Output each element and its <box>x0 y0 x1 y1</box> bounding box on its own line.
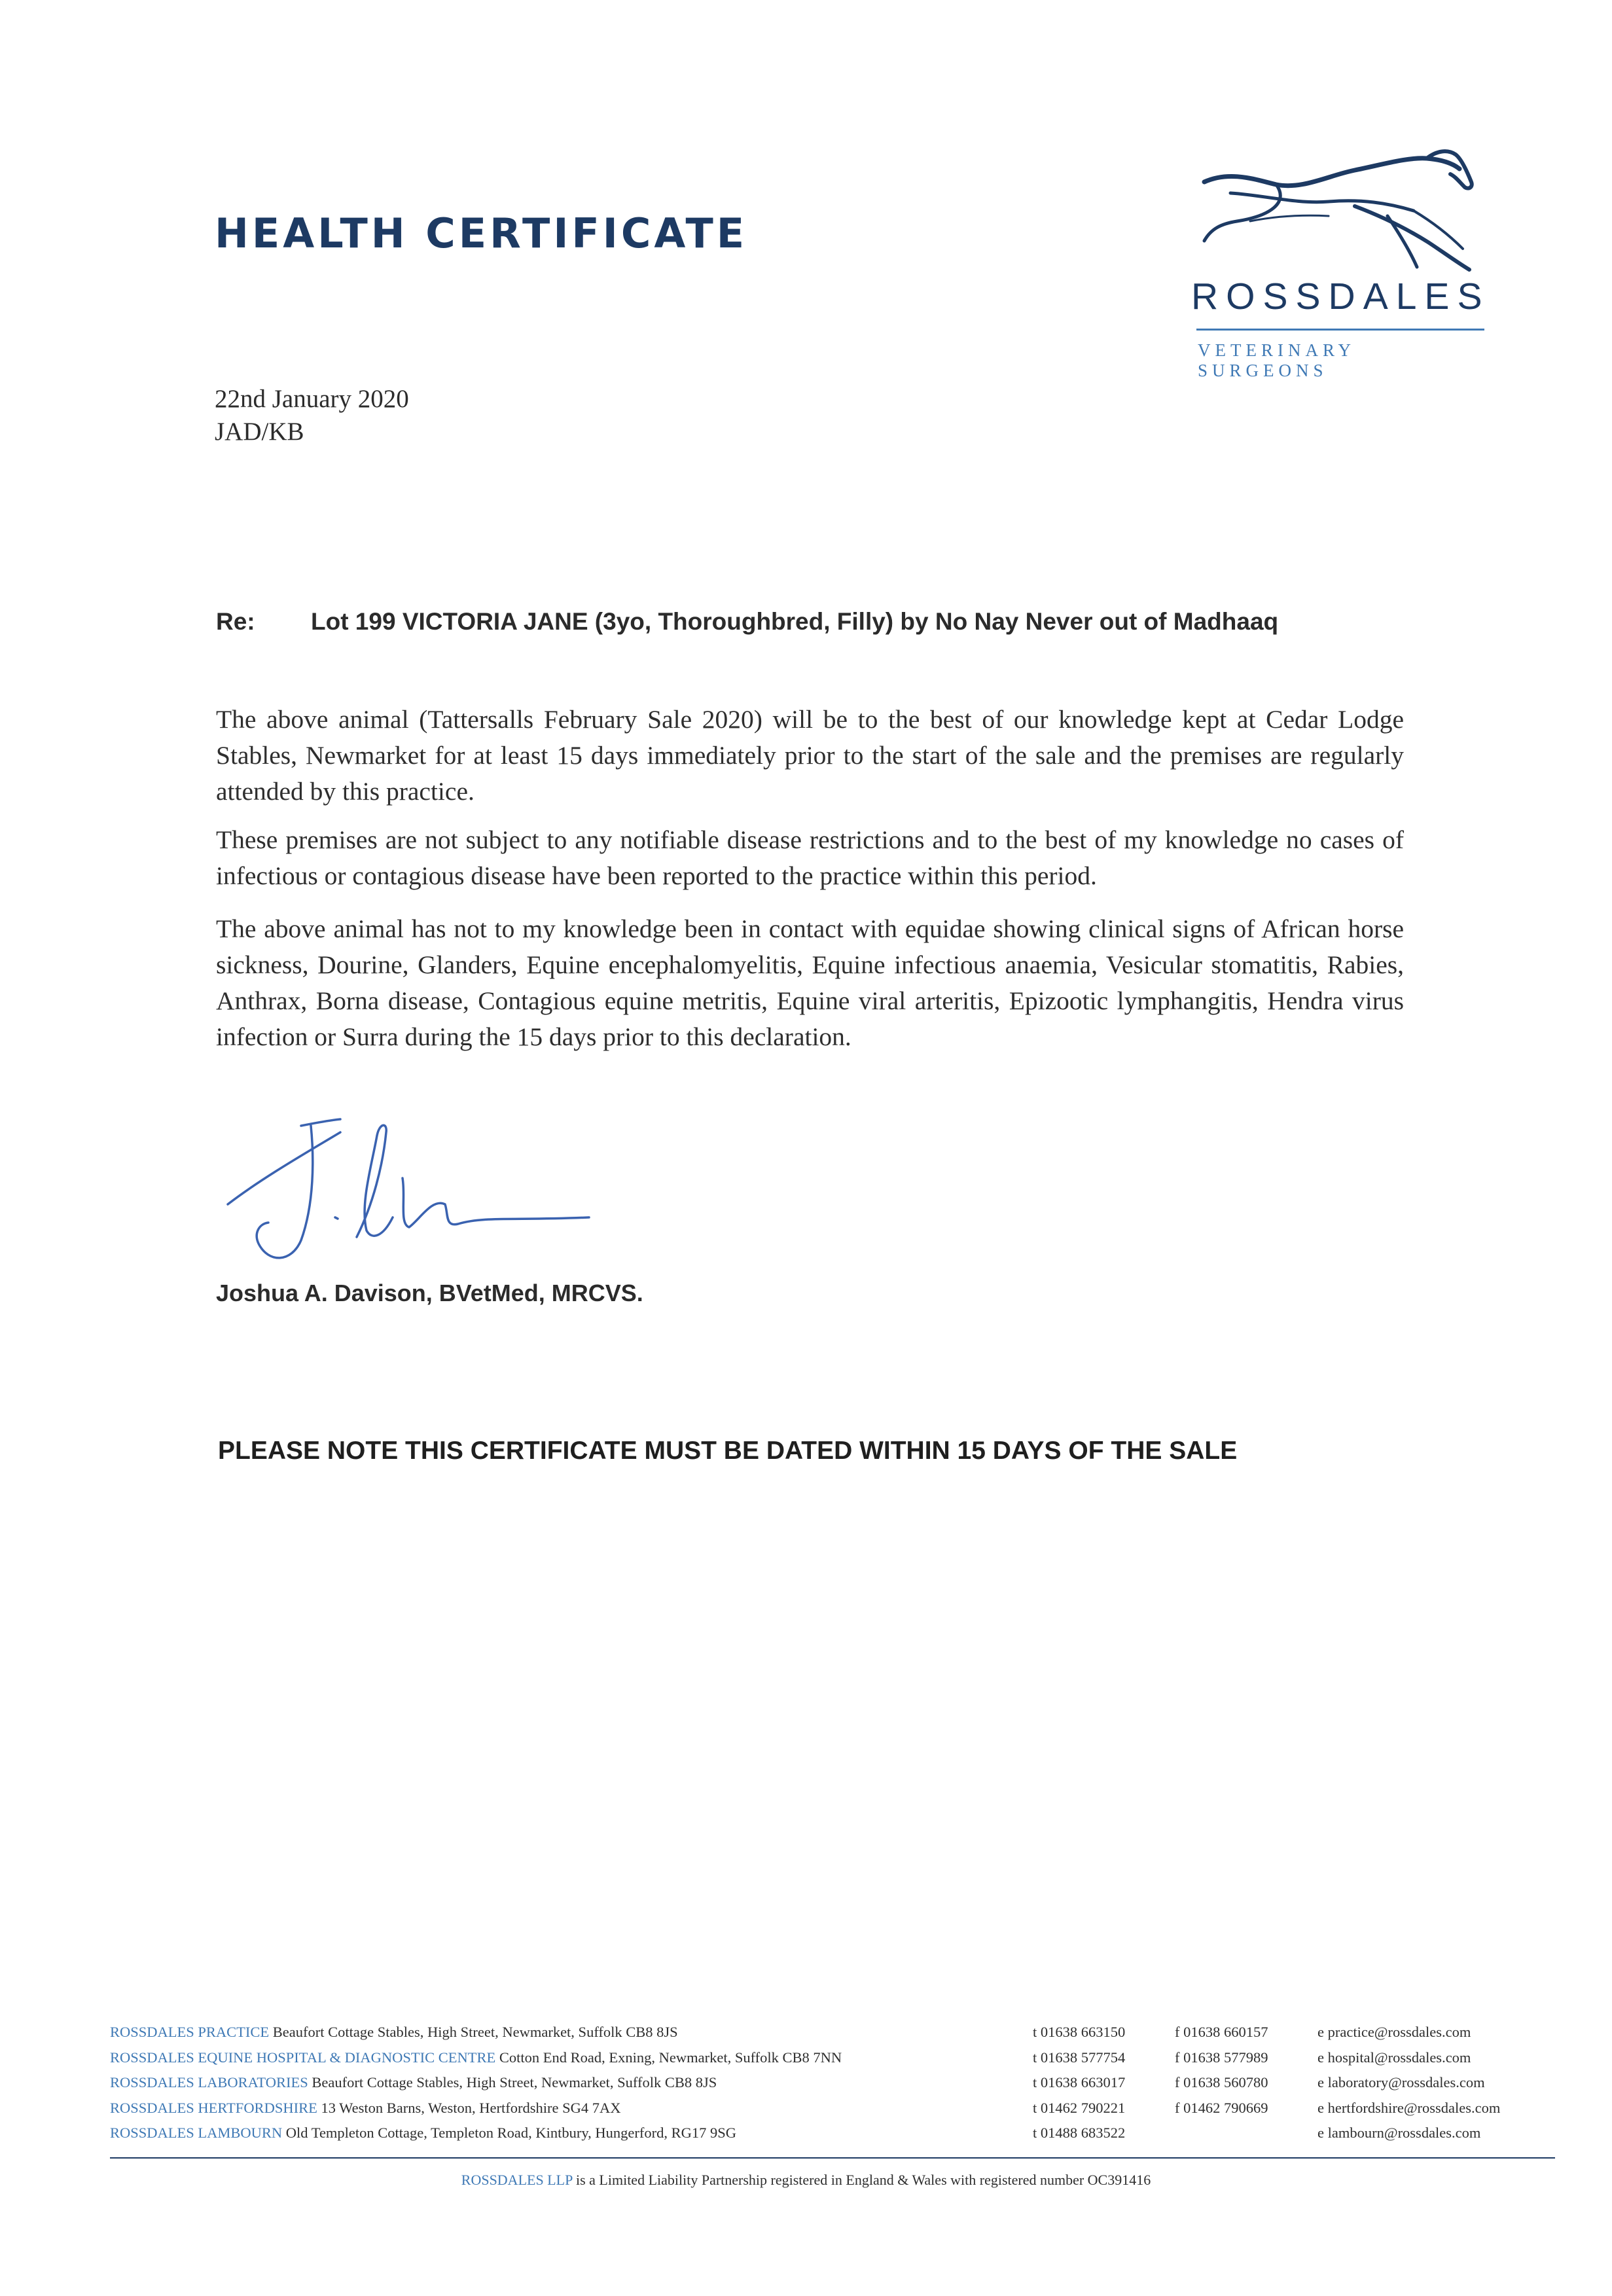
footer-divider <box>110 2157 1555 2159</box>
body-paragraph: These premises are not subject to any notifiable disease restrictions and to the best of my knowledge no cases of infectious or contagious disease have been reported to the practice within this period. <box>216 825 1404 890</box>
important-notice: PLEASE NOTE THIS CERTIFICATE MUST BE DATED WITHIN 15 DAYS OF THE SALE <box>218 1437 1238 1465</box>
footer-office-row <box>110 2125 1550 2150</box>
office-fax: f 01462 790669 <box>1175 2099 1268 2116</box>
office-email: e practice@rossdales.com <box>1317 2024 1471 2040</box>
logo-divider <box>1196 329 1484 331</box>
handwritten-signature <box>223 1106 602 1276</box>
office-telephone: t 01638 663150 <box>1033 2024 1126 2040</box>
body-paragraph: The above animal (Tattersalls February Sale 2020) will be to the best of our knowledge kept at Cedar Lodge Stables, Newmarket for at least 15 days immediately prior to the start of the sale and the premises are regularly attended by this practice. <box>216 705 1404 806</box>
footer-office-row <box>110 2100 1550 2125</box>
office-name: ROSSDALES LABORATORIES <box>110 2074 308 2090</box>
office-fax: f 01638 560780 <box>1175 2074 1268 2090</box>
office-name: ROSSDALES HERTFORDSHIRE <box>110 2099 317 2116</box>
office-address: Beaufort Cottage Stables, High Street, Newmarket, Suffolk CB8 8JS <box>272 2024 678 2040</box>
office-address: Cotton End Road, Exning, Newmarket, Suffolk CB8 7NN <box>499 2049 842 2066</box>
office-name: ROSSDALES LAMBOURN <box>110 2125 283 2141</box>
footer-office-row <box>110 2074 1550 2100</box>
office-email: e hertfordshire@rossdales.com <box>1317 2099 1501 2116</box>
office-address: 13 Weston Barns, Weston, Hertfordshire SG4 7AX <box>321 2099 621 2116</box>
footer-office-row <box>110 2049 1550 2075</box>
office-fax: f 01638 660157 <box>1175 2024 1268 2040</box>
legal-notice <box>0 2172 1612 2189</box>
office-email: e laboratory@rossdales.com <box>1317 2074 1485 2090</box>
office-telephone: t 01638 663017 <box>1033 2074 1126 2090</box>
footer-offices <box>110 2024 1550 2150</box>
office-address: Beaufort Cottage Stables, High Street, Newmarket, Suffolk CB8 8JS <box>312 2074 717 2090</box>
office-address: Old Templeton Cottage, Templeton Road, Kintbury, Hungerford, RG17 9SG <box>285 2125 737 2141</box>
signatory-name: Joshua A. Davison, BVetMed, MRCVS. <box>216 1280 643 1306</box>
footer-office-row <box>110 2024 1550 2049</box>
office-name: ROSSDALES EQUINE HOSPITAL & DIAGNOSTIC CENTRE <box>110 2049 496 2066</box>
brand-subtitle: VETERINARY SURGEONS <box>1198 340 1355 380</box>
page-title: HEALTH CERTIFICATE <box>215 209 748 257</box>
office-telephone: t 01488 683522 <box>1033 2125 1126 2141</box>
office-fax: f 01638 577989 <box>1175 2049 1268 2066</box>
office-telephone: t 01638 577754 <box>1033 2049 1126 2066</box>
office-email: e lambourn@rossdales.com <box>1317 2125 1481 2141</box>
office-fax <box>1175 2125 1317 2150</box>
office-email: e hospital@rossdales.com <box>1317 2049 1471 2066</box>
office-telephone: t 01462 790221 <box>1033 2099 1126 2116</box>
galloping-horse-icon <box>1191 144 1479 281</box>
subject-line: Lot 199 VICTORIA JANE (3yo, Thoroughbred, Filly) by No Nay Never out of Madhaaq <box>311 608 1279 635</box>
subject-label: Re: <box>216 608 255 635</box>
letter-date: 22nd January 2020 <box>215 385 409 413</box>
office-name: ROSSDALES PRACTICE <box>110 2024 270 2040</box>
legal-entity-name: ROSSDALES LLP <box>461 2172 573 2188</box>
letter-reference: JAD/KB <box>215 418 304 446</box>
legal-statement: is a Limited Liability Partnership registered in England & Wales with registered number OC391416 <box>575 2172 1151 2188</box>
brand-name: ROSSDALES <box>1191 276 1490 317</box>
body-paragraph: The above animal has not to my knowledge been in contact with equidae showing clinical signs of African horse sickness, Dourine, Glanders, Equine encephalomyelitis, Equine infectious anaemia, Vesicular stomatitis, Rabies, Anthrax, Borna disease, Contagious equine metritis, Equine viral arteritis, Epizootic lymphangitis, Hendra virus infection or Surra during the 15 days prior to this declaration. <box>216 914 1404 1051</box>
